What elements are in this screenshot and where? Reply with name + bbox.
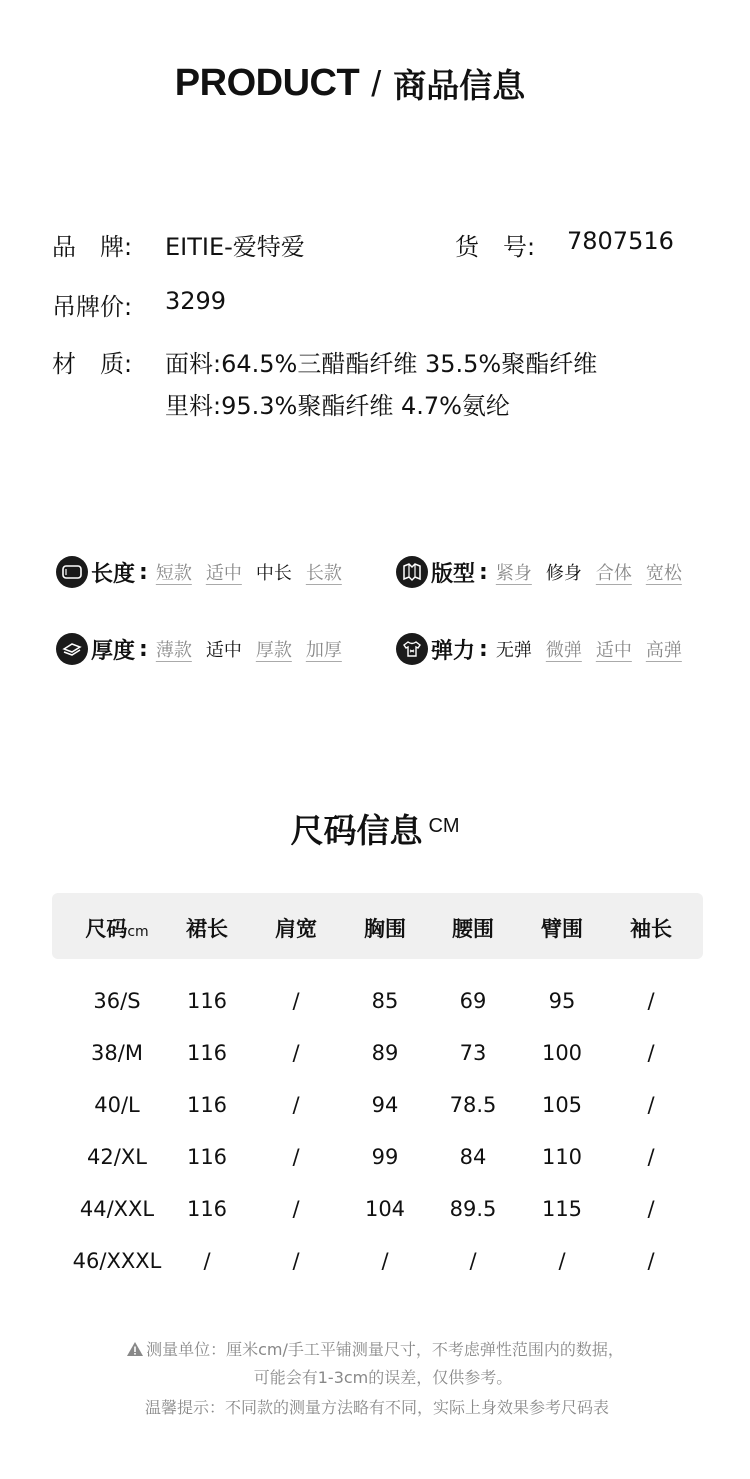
size-value-cell: / — [647, 1145, 655, 1169]
size-value-cell: / — [558, 1249, 566, 1273]
size-label-cell: 46/XXXL — [72, 1249, 162, 1273]
size-value-cell: / — [647, 989, 655, 1013]
option-mid-long-selected: 中长 — [255, 563, 292, 584]
option-medium-selected: 适中 — [205, 640, 242, 661]
option-moderate-stretch: 适中 — [595, 640, 632, 661]
size-value-cell: / — [292, 1041, 300, 1065]
attr-length: 长度 : 短款 适中 中长 长款 — [56, 555, 342, 589]
fit-shape-icon — [396, 556, 428, 588]
size-value-cell: / — [647, 1041, 655, 1065]
option-thin: 薄款 — [155, 640, 192, 661]
attr-label: 长度 — [91, 561, 136, 587]
size-value-cell: 105 — [541, 1093, 583, 1117]
elastic-shirt-icon — [396, 633, 428, 665]
option-high-stretch: 高弹 — [645, 640, 682, 661]
size-value-cell: 104 — [364, 1197, 406, 1221]
attr-elasticity: 弹力 : 无弹 微弹 适中 高弹 — [396, 632, 682, 666]
size-value-cell: 78.5 — [449, 1093, 497, 1117]
size-value-cell: / — [381, 1249, 389, 1273]
size-label-cell: 40/L — [94, 1093, 140, 1117]
size-header-cell: 胸围 — [364, 917, 406, 941]
size-value-cell: 69 — [459, 989, 487, 1013]
title-separator: / — [371, 62, 382, 104]
size-value-cell: / — [647, 1249, 655, 1273]
size-value-cell: 95 — [548, 989, 576, 1013]
price-value: 3299 — [165, 287, 227, 315]
size-value-cell: / — [469, 1249, 477, 1273]
attr-label: 版型 — [431, 561, 476, 587]
option-slight-stretch: 微弹 — [545, 640, 582, 661]
size-value-cell: 110 — [541, 1145, 583, 1169]
thickness-layers-icon — [56, 633, 88, 665]
size-header-cell: 裙长 — [186, 917, 228, 941]
size-value-cell: / — [292, 1197, 300, 1221]
title-english: PRODUCT — [174, 62, 360, 104]
size-label-cell: 42/XL — [87, 1145, 147, 1169]
material-label: 材 质: — [52, 350, 133, 378]
size-value-cell: 115 — [541, 1197, 583, 1221]
size-value-cell: 84 — [459, 1145, 487, 1169]
size-value-cell: 116 — [186, 1197, 228, 1221]
note-line-1: 测量单位：厘米cm/手工平铺测量尺寸，不考虑弹性范围内的数据， — [146, 1340, 624, 1359]
attr-label: 弹力 — [431, 638, 476, 664]
option-thick: 厚款 — [255, 640, 292, 661]
size-value-cell: / — [292, 1145, 300, 1169]
size-value-cell: / — [203, 1249, 211, 1273]
size-value-cell: / — [292, 1249, 300, 1273]
size-label-cell: 44/XXL — [79, 1197, 155, 1221]
option-short: 短款 — [155, 563, 192, 584]
size-value-cell: / — [647, 1197, 655, 1221]
size-label-cell: 36/S — [93, 989, 141, 1013]
measurement-note — [0, 1337, 750, 1360]
note-line-2: 可能会有1-3cm的误差，仅供参考。 — [253, 1368, 513, 1387]
option-loose: 宽松 — [645, 563, 682, 584]
size-value-cell: / — [647, 1093, 655, 1117]
attr-thickness: 厚度 : 薄款 适中 厚款 加厚 — [56, 632, 342, 666]
brand-value: EITIE-爱特爱 — [165, 233, 305, 261]
note-line-3: 温馨提示：不同款的测量方法略有不同，实际上身效果参考尺码表 — [144, 1398, 609, 1417]
size-value-cell: 85 — [371, 989, 399, 1013]
size-value-cell: 100 — [541, 1041, 583, 1065]
size-value-cell: / — [292, 1093, 300, 1117]
option-medium: 适中 — [205, 563, 242, 584]
size-title: 尺码信息 — [290, 811, 423, 850]
size-header-cell: 尺码cm — [85, 917, 149, 941]
size-title-unit: CM — [428, 815, 460, 837]
material-lining: 里料:95.3%聚酯纤维 4.7%氨纶 — [165, 392, 510, 420]
garment-length-icon — [56, 556, 88, 588]
attr-label: 厚度 — [91, 638, 136, 664]
size-header-cell: 臂围 — [541, 917, 583, 941]
price-label: 吊牌价: — [52, 293, 133, 321]
size-value-cell: 89 — [371, 1041, 399, 1065]
size-label-cell: 38/M — [91, 1041, 143, 1065]
size-value-cell: 99 — [371, 1145, 399, 1169]
page-title — [0, 60, 700, 107]
brand-label: 品 牌: — [52, 233, 133, 261]
item-no-value: 7807516 — [567, 227, 674, 255]
size-value-cell: 116 — [186, 1093, 228, 1117]
size-header-cell: 腰围 — [452, 917, 494, 941]
size-value-cell: 116 — [186, 1041, 228, 1065]
warning-icon — [126, 1341, 144, 1357]
option-no-stretch-selected: 无弹 — [495, 640, 532, 661]
size-section-title — [0, 805, 750, 852]
option-extra-thick: 加厚 — [305, 640, 342, 661]
size-value-cell: 89.5 — [449, 1197, 497, 1221]
item-no-label: 货 号: — [455, 233, 536, 261]
option-tight: 紧身 — [495, 563, 532, 584]
size-header-cell: 肩宽 — [275, 917, 317, 941]
title-chinese: 商品信息 — [393, 66, 526, 105]
size-value-cell: 116 — [186, 1145, 228, 1169]
option-slim-selected: 修身 — [545, 563, 582, 584]
size-value-cell: 73 — [459, 1041, 487, 1065]
size-header-cell: 袖长 — [630, 917, 672, 941]
attr-fit: 版型 : 紧身 修身 合体 宽松 — [396, 555, 682, 589]
option-regular: 合体 — [595, 563, 632, 584]
size-value-cell: 94 — [371, 1093, 399, 1117]
size-value-cell: / — [292, 989, 300, 1013]
material-outer: 面料:64.5%三醋酯纤维 35.5%聚酯纤维 — [165, 350, 598, 378]
option-long: 长款 — [305, 563, 342, 584]
size-value-cell: 116 — [186, 989, 228, 1013]
